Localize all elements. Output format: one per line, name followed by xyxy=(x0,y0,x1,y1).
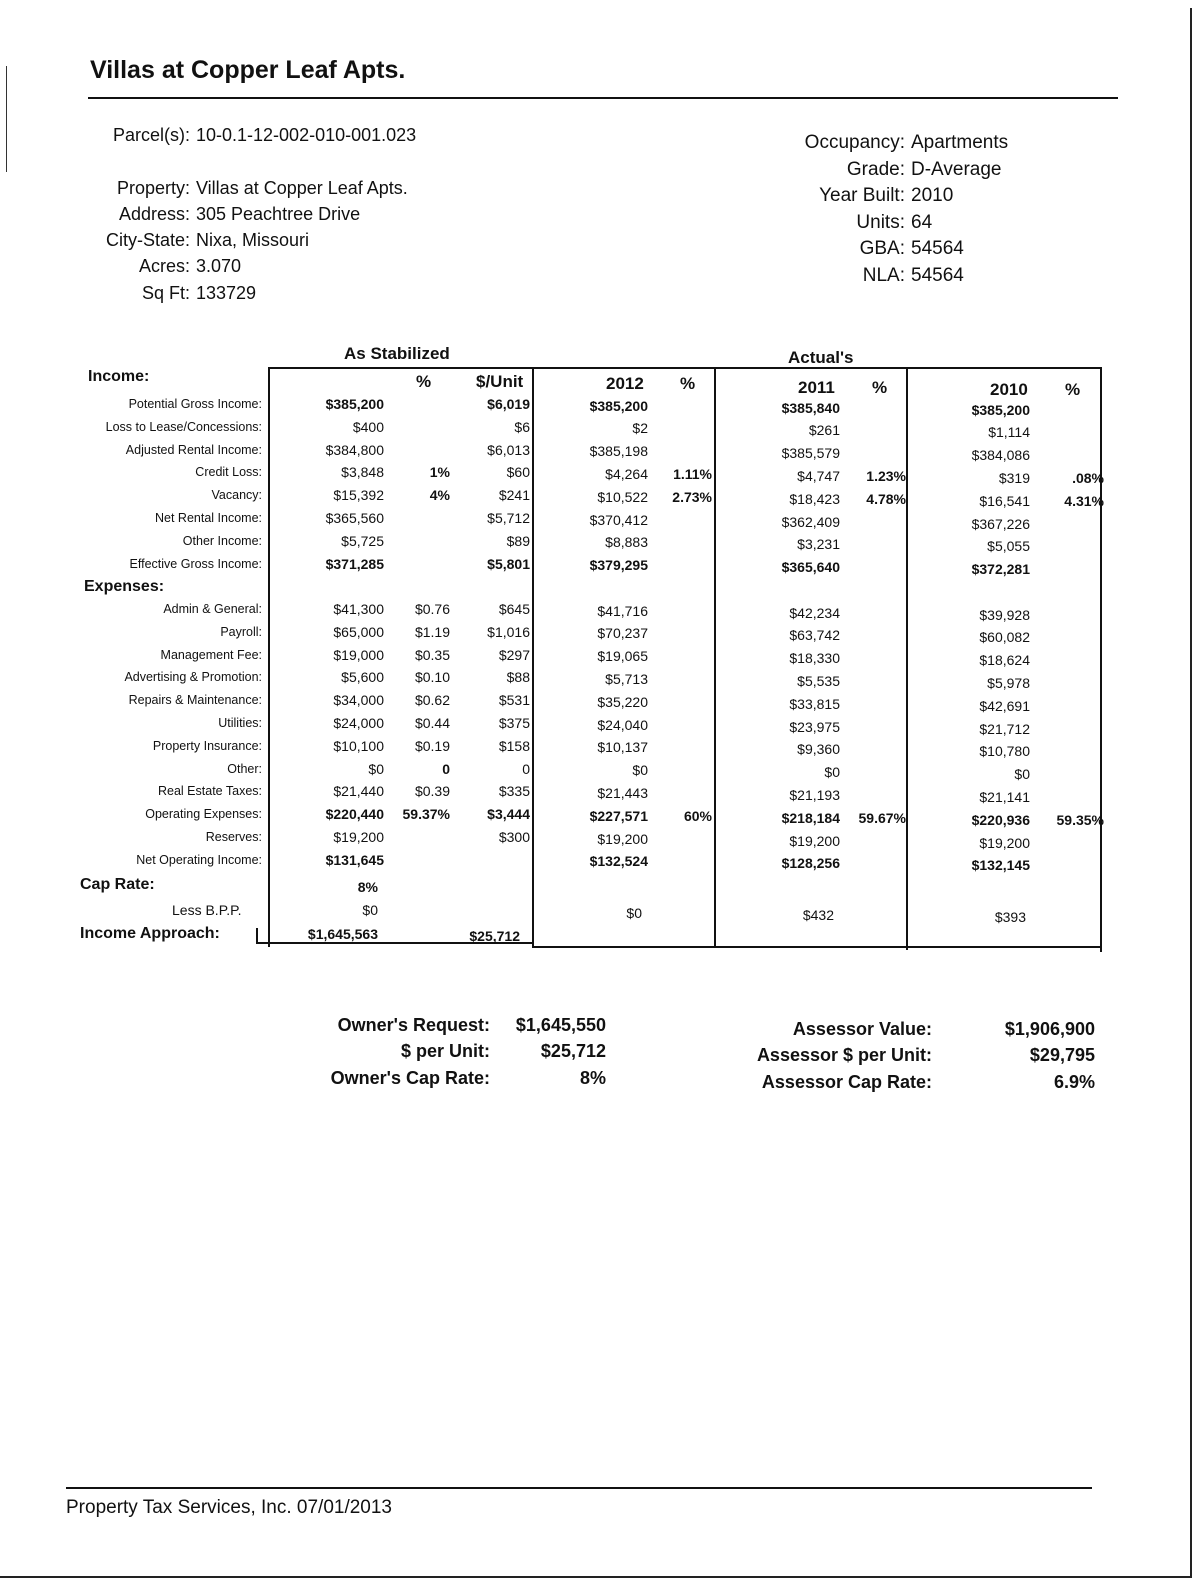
income-approach-label: Income Approach: xyxy=(80,925,220,942)
cell-stab: $371,285 xyxy=(325,555,384,572)
cell-y10: $39,928 xyxy=(979,606,1030,623)
row-label: Credit Loss: xyxy=(195,465,262,480)
cell-y11: $4,747 xyxy=(797,467,840,484)
assessor-value-label: Assessor Value: xyxy=(792,1019,932,1039)
cell-y11: $385,840 xyxy=(781,399,840,416)
cell-y11: $218,184 xyxy=(781,809,840,826)
cell-y12: $35,220 xyxy=(597,693,648,710)
cell-y11: $19,200 xyxy=(789,832,840,849)
row-label: Loss to Lease/Concessions: xyxy=(105,419,262,434)
expenses-section-label: Expenses: xyxy=(84,578,165,595)
row-label: Net Operating Income: xyxy=(136,852,262,867)
cell-stab: $365,560 xyxy=(325,510,384,526)
cell-stab: $220,440 xyxy=(325,806,384,823)
cell-unit: $531 xyxy=(498,692,530,709)
cell-stab: $131,645 xyxy=(325,851,384,868)
cell-y10: $220,936 xyxy=(971,811,1030,828)
cell-stab: $24,000 xyxy=(333,715,384,731)
actuals-bottom-rule xyxy=(532,946,1101,948)
cell-y11: $23,975 xyxy=(789,718,840,735)
year-label: Year Built: xyxy=(819,185,905,206)
property-value: Villas at Copper Leaf Apts. xyxy=(196,178,408,198)
income-approach-stabilized: $1,645,563 xyxy=(307,926,378,942)
title-rule xyxy=(88,97,1118,99)
grade-value: D-Average xyxy=(911,159,1002,180)
footer-rule xyxy=(66,1487,1092,1489)
cell-stab: $21,440 xyxy=(333,783,384,800)
units-label: Units: xyxy=(856,212,905,233)
margin-line xyxy=(6,66,7,172)
cell-unit: $88 xyxy=(506,669,530,686)
owner-cap-rate-label: Owner's Cap Rate: xyxy=(330,1068,490,1088)
owner-request-label: Owner's Request: xyxy=(337,1015,490,1035)
cell-y10: $384,086 xyxy=(971,447,1030,464)
col-divider-2011 xyxy=(906,367,908,950)
cell-stab: $65,000 xyxy=(333,623,384,640)
cell-stab: $41,300 xyxy=(333,601,384,617)
income-section-label: Income: xyxy=(88,368,150,385)
pct-2011-header: % xyxy=(872,378,888,397)
cell-y11: $128,256 xyxy=(781,855,840,872)
row-label: Operating Expenses: xyxy=(145,807,262,822)
year-2010-header: 2010 xyxy=(990,380,1028,399)
pct-header: % xyxy=(416,372,432,391)
nla-label: NLA: xyxy=(862,265,905,286)
cell-unit: $1,016 xyxy=(487,623,530,640)
cell-pct: $0.62 xyxy=(414,692,450,709)
cell-p10: 4.31% xyxy=(1064,492,1104,509)
cell-p12: 1.11% xyxy=(673,465,712,482)
cell-y12: $8,883 xyxy=(605,534,648,551)
cell-y12: $24,040 xyxy=(597,716,648,733)
less-bpp-stabilized: $0 xyxy=(362,902,378,918)
cell-y10: $10,780 xyxy=(979,743,1030,760)
row-label: Property Insurance: xyxy=(152,738,262,753)
units-value: 64 xyxy=(911,212,933,233)
acres-label: Acres: xyxy=(138,256,190,276)
row-label: Management Fee: xyxy=(160,647,262,662)
parcel-value: 10-0.1-12-002-010-001.023 xyxy=(196,125,417,145)
cell-y11: $365,640 xyxy=(781,559,840,576)
actuals-header: Actual's xyxy=(788,348,854,367)
year-2011-header: 2011 xyxy=(798,378,835,397)
cell-y10: $16,541 xyxy=(979,492,1030,509)
acres-value: 3.070 xyxy=(196,256,242,276)
cell-y12: $21,443 xyxy=(597,784,648,801)
cell-y11: $18,330 xyxy=(789,650,840,667)
cell-unit: $300 xyxy=(498,829,530,845)
row-label: Vacancy: xyxy=(211,488,262,503)
cell-y12: $41,716 xyxy=(597,602,648,619)
cell-y11: $9,360 xyxy=(797,741,840,758)
owner-cap-rate-value: 8% xyxy=(579,1068,606,1088)
less-bpp-label: Less B.P.P. xyxy=(172,902,242,918)
cell-unit: $241 xyxy=(498,487,530,504)
owner-per-unit-value: $25,712 xyxy=(540,1041,606,1061)
cell-unit: $5,801 xyxy=(487,555,530,572)
cell-y12: $385,198 xyxy=(589,443,648,460)
row-label: Reserves: xyxy=(205,830,262,844)
row-label: Adjusted Rental Income: xyxy=(125,442,262,457)
cell-p10: 59.35% xyxy=(1056,811,1104,828)
cell-y10: $21,141 xyxy=(979,788,1030,805)
cell-stab: $5,600 xyxy=(341,669,384,686)
cell-y10: $5,055 xyxy=(987,538,1030,555)
cell-unit: $6,019 xyxy=(487,396,530,412)
assessor-per-unit-label: Assessor $ per Unit: xyxy=(756,1045,932,1065)
address-label: Address: xyxy=(118,204,190,224)
cell-unit: $158 xyxy=(498,737,530,754)
cell-y11: $5,535 xyxy=(797,672,840,689)
owner-request-value: $1,645,550 xyxy=(515,1015,606,1035)
city-label: City-State: xyxy=(105,230,190,250)
cell-p12: 2.73% xyxy=(672,488,712,505)
cell-y12: $10,137 xyxy=(597,739,648,756)
cell-stab: $385,200 xyxy=(325,396,384,412)
cell-stab: $0 xyxy=(368,760,384,777)
row-label: Other: xyxy=(227,761,262,776)
nla-value: 54564 xyxy=(911,265,964,286)
cell-unit: $89 xyxy=(506,532,530,549)
cell-y12: $132,524 xyxy=(589,853,648,870)
cell-stab: $384,800 xyxy=(325,441,384,458)
cell-unit: $297 xyxy=(498,646,530,663)
occupancy-value: Apartments xyxy=(911,132,1009,153)
assessor-cap-rate-value: 6.9% xyxy=(1053,1072,1095,1092)
page-edge-right xyxy=(1190,8,1192,1578)
row-label: Potential Gross Income: xyxy=(128,397,262,411)
less-bpp-2011: $432 xyxy=(802,907,834,923)
cell-y12: $19,200 xyxy=(597,830,648,847)
cell-y10: $21,712 xyxy=(979,720,1030,737)
sqft-label: Sq Ft: xyxy=(141,283,190,303)
cell-y10: $18,624 xyxy=(979,652,1030,669)
row-label: Payroll: xyxy=(220,624,262,639)
cell-y10: $5,978 xyxy=(987,674,1030,691)
grade-label: Grade: xyxy=(846,159,905,180)
income-approach-per-unit: $25,712 xyxy=(469,928,520,944)
row-label: Net Rental Income: xyxy=(155,511,262,525)
cell-y11: $3,231 xyxy=(797,536,840,553)
cell-pct: 1% xyxy=(429,464,450,481)
cell-pct: 59.37% xyxy=(402,806,450,823)
cell-unit: $60 xyxy=(506,464,530,481)
cell-stab: $10,100 xyxy=(333,737,384,754)
cell-y11: $42,234 xyxy=(789,604,840,621)
cell-y10: $1,114 xyxy=(988,424,1030,441)
cell-y10: $372,281 xyxy=(971,561,1030,578)
cell-stab: $34,000 xyxy=(333,692,384,709)
assessor-cap-rate-label: Assessor Cap Rate: xyxy=(761,1072,932,1092)
cell-y12: $227,571 xyxy=(589,807,648,824)
property-label: Property: xyxy=(116,178,190,198)
cell-pct: $0.35 xyxy=(414,646,450,663)
cell-y12: $70,237 xyxy=(597,625,648,642)
year-2012-header: 2012 xyxy=(606,374,644,393)
sqft-value: 133729 xyxy=(196,283,257,303)
as-stabilized-header: As Stabilized xyxy=(344,344,450,363)
cell-y10: $132,145 xyxy=(971,857,1030,874)
assessor-per-unit-value: $29,795 xyxy=(1029,1045,1095,1065)
cell-pct: $1.19 xyxy=(414,623,450,640)
cell-unit: $6,013 xyxy=(487,441,530,458)
cell-y11: $362,409 xyxy=(781,513,840,530)
address-value: 305 Peachtree Drive xyxy=(196,204,361,224)
cell-pct: $0.76 xyxy=(414,601,450,617)
cell-p11: 4.78% xyxy=(866,490,906,507)
cell-stab: $400 xyxy=(352,418,384,435)
cell-y12: $10,522 xyxy=(597,488,648,505)
per-unit-header: $/Unit xyxy=(476,372,524,391)
page-edge-bottom xyxy=(0,1576,1192,1578)
col-divider-2012 xyxy=(714,367,716,948)
parcel-label: Parcel(s): xyxy=(112,125,190,145)
cell-unit: $375 xyxy=(498,715,530,731)
cell-y11: $21,193 xyxy=(789,786,840,803)
cell-pct: $0.44 xyxy=(414,715,450,731)
income-approach-box-left xyxy=(256,928,258,943)
cell-unit: 0 xyxy=(522,760,530,777)
cap-rate-value: 8% xyxy=(357,879,378,895)
cell-pct: $0.19 xyxy=(414,737,450,754)
cell-y11: $0 xyxy=(824,764,840,781)
row-label: Real Estate Taxes: xyxy=(158,784,262,799)
cell-unit: $5,712 xyxy=(487,510,530,526)
cell-p11: 59.67% xyxy=(858,809,906,826)
cell-y12: $379,295 xyxy=(589,557,648,574)
less-bpp-2010: $393 xyxy=(994,909,1026,925)
cell-stab: $15,392 xyxy=(333,487,384,504)
cap-rate-label: Cap Rate: xyxy=(80,876,155,893)
cell-y12: $370,412 xyxy=(589,511,648,528)
row-label: Effective Gross Income: xyxy=(129,556,262,571)
cell-y10: $319 xyxy=(998,469,1030,486)
year-value: 2010 xyxy=(911,185,954,206)
cell-y11: $33,815 xyxy=(789,695,840,712)
cell-y10: $367,226 xyxy=(971,515,1030,532)
row-label: Admin & General: xyxy=(163,602,262,616)
row-label: Repairs & Maintenance: xyxy=(128,693,262,708)
cell-y12: $385,200 xyxy=(589,397,648,414)
cell-y12: $2 xyxy=(632,420,648,437)
less-bpp-2012: $0 xyxy=(626,905,642,921)
table-top-rule xyxy=(268,367,1100,369)
gba-value: 54564 xyxy=(911,238,964,259)
cell-y11: $261 xyxy=(808,422,840,439)
page-title: Villas at Copper Leaf Apts. xyxy=(90,56,406,84)
cell-p10: .08% xyxy=(1072,469,1104,486)
occupancy-label: Occupancy: xyxy=(804,132,905,153)
cell-unit: $335 xyxy=(498,783,530,800)
cell-y11: $18,423 xyxy=(789,490,840,507)
cell-y10: $19,200 xyxy=(979,834,1030,851)
cell-y10: $0 xyxy=(1014,766,1030,783)
assessor-value: $1,906,900 xyxy=(1004,1019,1095,1039)
cell-y10: $385,200 xyxy=(971,401,1030,418)
table-right-border xyxy=(1100,367,1102,952)
cell-stab: $5,725 xyxy=(341,532,384,549)
cell-pct: $0.10 xyxy=(414,669,450,686)
cell-y10: $42,691 xyxy=(979,697,1030,714)
cell-y12: $4,264 xyxy=(605,465,648,482)
cell-y12: $19,065 xyxy=(597,648,648,665)
cell-y10: $60,082 xyxy=(979,629,1030,646)
pct-2010-header: % xyxy=(1065,380,1081,399)
pct-2012-header: % xyxy=(680,374,696,393)
row-label: Advertising & Promotion: xyxy=(124,670,262,685)
table-left-border xyxy=(268,367,270,947)
cell-y12: $0 xyxy=(632,762,648,779)
cell-unit: $645 xyxy=(498,601,530,617)
gba-label: GBA: xyxy=(859,238,905,259)
col-divider-stabilized xyxy=(532,367,534,947)
row-label: Other Income: xyxy=(182,533,262,548)
cell-p12: 60% xyxy=(683,807,712,824)
footer-text: Property Tax Services, Inc. 07/01/2013 xyxy=(66,1497,392,1518)
cell-unit: $3,444 xyxy=(487,806,530,823)
cell-p11: 1.23% xyxy=(866,467,906,484)
city-value: Nixa, Missouri xyxy=(196,230,310,250)
cell-y11: $385,579 xyxy=(781,445,840,462)
cell-unit: $6 xyxy=(514,418,530,435)
cell-stab: $19,000 xyxy=(333,646,384,663)
cell-y11: $63,742 xyxy=(789,627,840,644)
cell-pct: 0 xyxy=(442,760,450,777)
cell-stab: $3,848 xyxy=(341,464,384,481)
cell-pct: $0.39 xyxy=(414,783,450,800)
cell-stab: $19,200 xyxy=(333,829,384,845)
row-label: Utilities: xyxy=(218,716,262,730)
cell-pct: 4% xyxy=(429,487,450,504)
owner-per-unit-label: $ per Unit: xyxy=(400,1041,490,1061)
cell-y12: $5,713 xyxy=(605,670,648,687)
